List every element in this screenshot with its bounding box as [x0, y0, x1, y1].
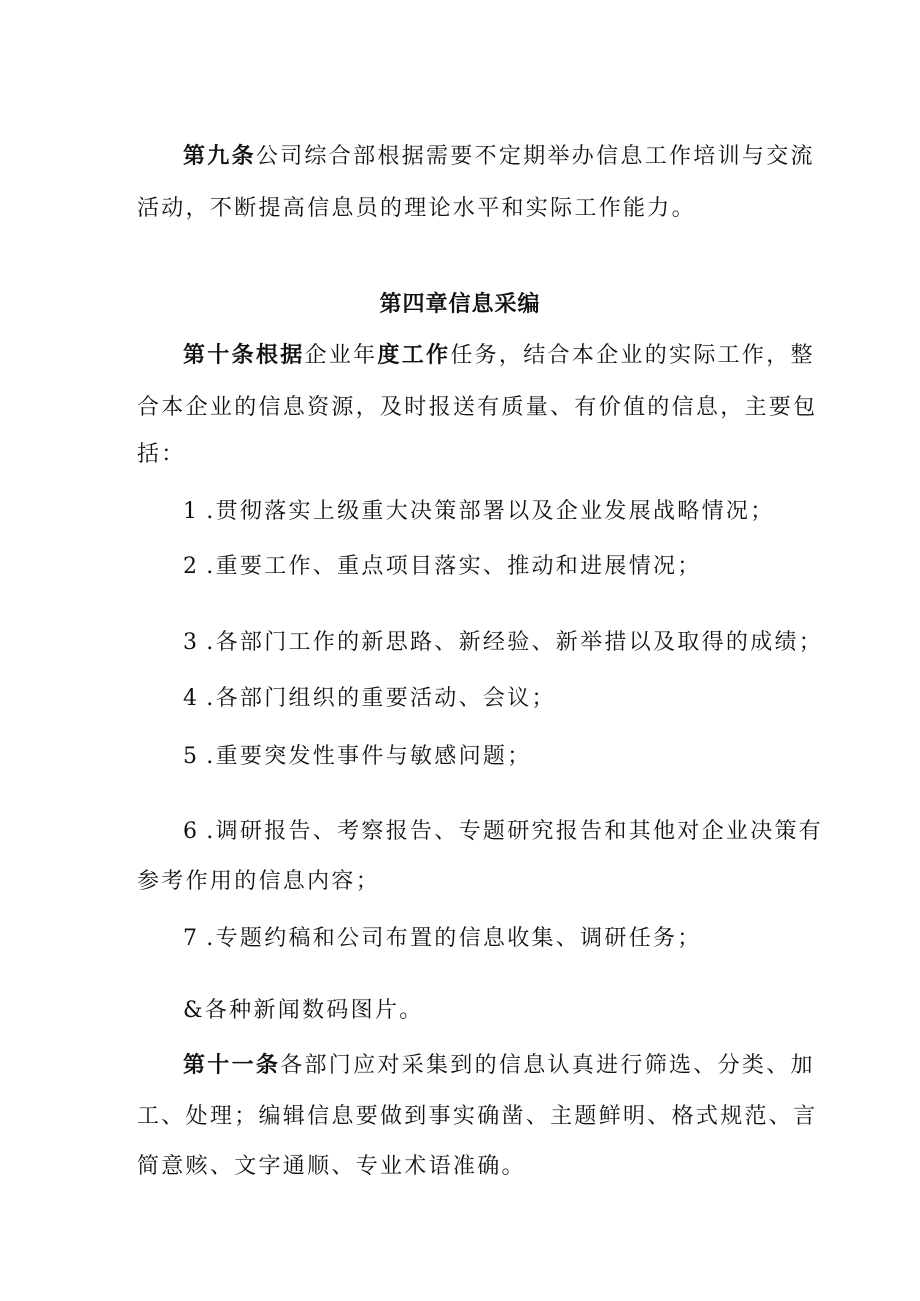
list-item-1-text: .贯彻落实上级重大决策部署以及企业发展战略情况； [206, 499, 775, 524]
list-item-5-text: .重要突发性事件与敏感问题； [206, 744, 532, 769]
article-10-seg-2: 度工作 [377, 342, 451, 368]
article-11-text-1: 各部门应对采集到的信息认真进行筛选、分类、加 [280, 1053, 815, 1078]
article-9-line-2: 活动，不断提高信息员的理论水平和实际工作能力。 [137, 196, 696, 221]
article-11-line-3: 简意赅、文字通顺、专业术语准确。 [137, 1154, 526, 1179]
list-item-3-text: .各部门工作的新思路、新经验、新举措以及取得的成绩； [206, 630, 824, 655]
article-9-text-1: 公司综合部根据需要不定期举办信息工作培训与交流 [255, 144, 815, 169]
list-item-6-number: 6 [183, 819, 197, 844]
article-10-line-1 [183, 340, 815, 371]
list-item-7-text: .专题约稿和公司布置的信息收集、调研任务； [206, 926, 702, 951]
list-item-8: &各种新闻数码图片。 [183, 998, 424, 1023]
list-item-3-number: 3 [183, 630, 197, 655]
list-item-5 [183, 742, 797, 772]
list-item-5-number: 5 [183, 744, 197, 769]
article-10-seg-3: 任务，结合本企业的实际工作，整 [450, 343, 815, 368]
list-item-2 [183, 552, 797, 582]
article-11-title: 第十一条 [183, 1052, 281, 1078]
list-item-6-text: .调研报告、考察报告、专题研究报告和其他对企业决策有 [206, 819, 824, 844]
list-item-4-text: .各部门组织的重要活动、会议； [206, 686, 556, 711]
list-item-4 [183, 684, 797, 714]
list-item-7 [183, 924, 797, 954]
article-10-line-2: 合本企业的信息资源，及时报送有质量、有价值的信息，主要包 [137, 395, 818, 420]
list-item-4-number: 4 [183, 686, 197, 711]
list-item-2-number: 2 [183, 554, 197, 579]
article-10-line-3: 括： [137, 442, 186, 467]
article-11-line-1 [183, 1050, 815, 1081]
article-10-seg-1: 企业年 [304, 343, 378, 368]
chapter-heading: 第四章信息采编 [379, 291, 541, 317]
list-item-2-text: .重要工作、重点项目落实、推动和进展情况； [206, 554, 702, 579]
article-9-title: 第九条 [183, 143, 256, 169]
list-item-6-continuation: 参考作用的信息内容； [137, 869, 381, 894]
list-item-1 [183, 497, 797, 527]
article-11-line-2: 工、处理；编辑信息要做到事实确凿、主题鲜明、格式规范、言 [137, 1104, 818, 1129]
list-item-6 [183, 817, 824, 847]
article-10-title: 第十条根据 [183, 342, 305, 368]
list-item-1-number: 1 [183, 499, 197, 524]
list-item-7-number: 7 [183, 926, 197, 951]
list-item-3 [183, 628, 824, 658]
article-9-line-1 [183, 141, 815, 172]
